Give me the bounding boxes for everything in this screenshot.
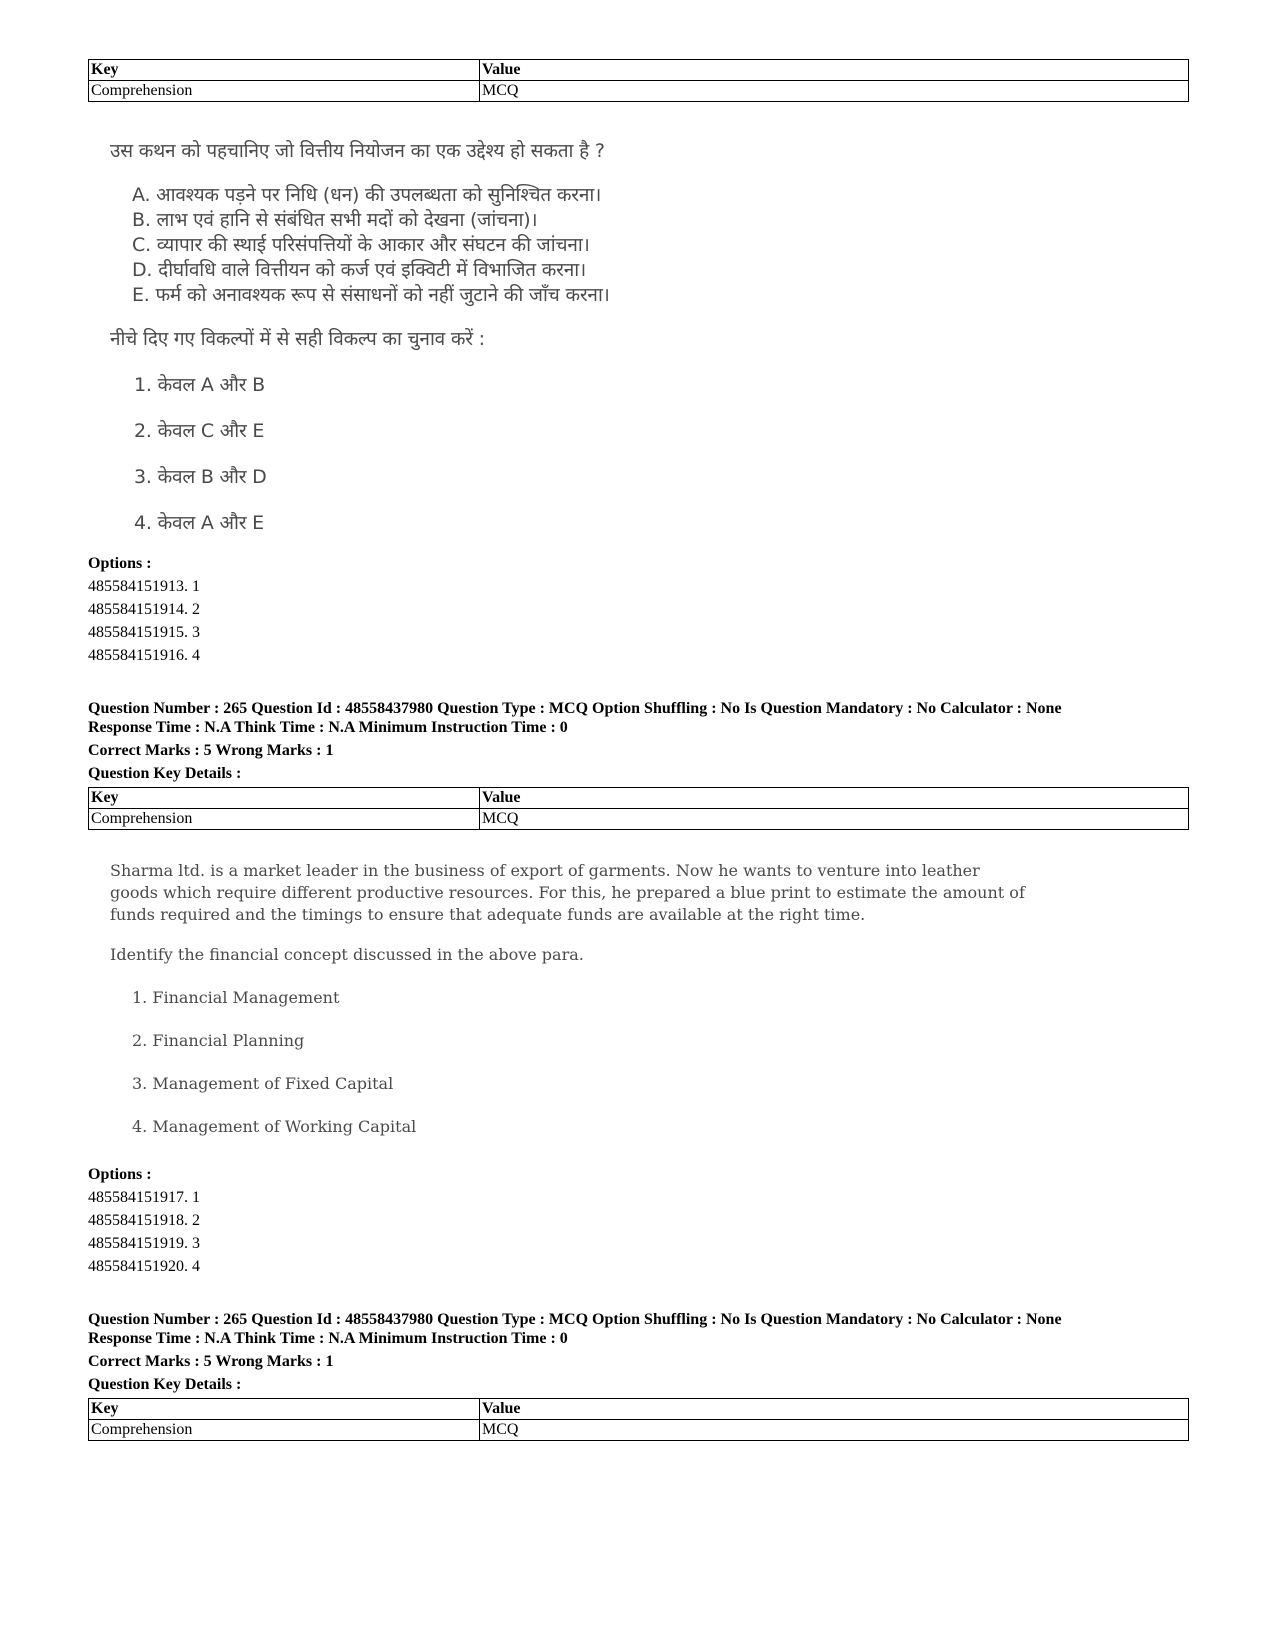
question-meta-line-2: Response Time : N.A Think Time : N.A Minimum Instruction Time : 0 [88, 1330, 568, 1347]
option-4: 485584151920. 4 [88, 1258, 200, 1275]
statement-b: B. लाभ एवं हानि से संबंधित सभी मदों को देखना (जांचना)। [132, 209, 538, 231]
option-3: 485584151919. 3 [88, 1235, 200, 1252]
option-2: 485584151914. 2 [88, 601, 200, 618]
question-meta-line-1: Question Number : 265 Question Id : 48558437980 Question Type : MCQ Option Shuffling : No Is Question Mandatory : No Calculator : None [88, 700, 1062, 717]
table-header-row [89, 788, 1189, 809]
key-cell: Comprehension [89, 809, 480, 830]
option-3: 485584151915. 3 [88, 624, 200, 641]
key-cell: Comprehension [89, 81, 480, 102]
choice-1: 1. Financial Management [132, 988, 340, 1007]
marks-line: Correct Marks : 5 Wrong Marks : 1 [88, 742, 334, 759]
key-value-table-1 [88, 59, 1189, 102]
question-meta-line-2: Response Time : N.A Think Time : N.A Minimum Instruction Time : 0 [88, 719, 568, 736]
question-1-stem: उस कथन को पहचानिए जो वित्तीय नियोजन का एक उद्देश्य हो सकता है ? [110, 140, 605, 162]
key-details-label: Question Key Details : [88, 1376, 242, 1393]
table-header-row [89, 60, 1189, 81]
key-details-label: Question Key Details : [88, 765, 242, 782]
question-meta-line-1: Question Number : 265 Question Id : 48558437980 Question Type : MCQ Option Shuffling : No Is Question Mandatory : No Calculator : None [88, 1311, 1062, 1328]
key-header: Key [89, 60, 480, 81]
table-row [89, 81, 1189, 102]
key-header: Key [89, 1399, 480, 1420]
value-header: Value [480, 1399, 1189, 1420]
options-label-2: Options : [88, 1166, 152, 1183]
value-cell: MCQ [480, 1420, 1189, 1441]
choice-3: 3. केवल B और D [134, 466, 267, 488]
table-row [89, 1420, 1189, 1441]
value-header: Value [480, 60, 1189, 81]
option-1: 485584151913. 1 [88, 578, 200, 595]
paragraph-line-1: Sharma ltd. is a market leader in the business of export of garments. Now he wants to venture into leather [110, 861, 980, 880]
option-1: 485584151917. 1 [88, 1189, 200, 1206]
statement-d: D. दीर्घावधि वाले वित्तीयन को कर्ज एवं इक्विटी में विभाजित करना। [132, 259, 587, 281]
table-row [89, 809, 1189, 830]
option-4: 485584151916. 4 [88, 647, 200, 664]
paragraph-line-2: goods which require different productive resources. For this, he prepared a blue print to estimate the amount of [110, 883, 1025, 902]
choice-1: 1. केवल A और B [134, 374, 265, 396]
option-2: 485584151918. 2 [88, 1212, 200, 1229]
question-2-prompt: Identify the financial concept discussed in the above para. [110, 945, 584, 964]
key-cell: Comprehension [89, 1420, 480, 1441]
key-value-table-3 [88, 1398, 1189, 1441]
statement-a: A. आवश्यक पड़ने पर निधि (धन) की उपलब्धता को सुनिश्चित करना। [132, 184, 602, 206]
value-cell: MCQ [480, 809, 1189, 830]
choice-4: 4. केवल A और E [134, 512, 264, 534]
paragraph-line-3: funds required and the timings to ensure that adequate funds are available at the right time. [110, 905, 866, 924]
value-cell: MCQ [480, 81, 1189, 102]
options-label-1: Options : [88, 555, 152, 572]
question-1-prompt: नीचे दिए गए विकल्पों में से सही विकल्प का चुनाव करें : [110, 328, 485, 350]
table-header-row [89, 1399, 1189, 1420]
statement-c: C. व्यापार की स्थाई परिसंपत्तियों के आकार और संघटन की जांचना। [132, 234, 590, 256]
key-header: Key [89, 788, 480, 809]
choice-4: 4. Management of Working Capital [132, 1117, 417, 1136]
statement-e: E. फर्म को अनावश्यक रूप से संसाधनों को नहीं जुटाने की जाँच करना। [132, 284, 610, 306]
choice-2: 2. Financial Planning [132, 1031, 305, 1050]
key-value-table-2 [88, 787, 1189, 830]
choice-3: 3. Management of Fixed Capital [132, 1074, 394, 1093]
choice-2: 2. केवल C और E [134, 420, 265, 442]
marks-line: Correct Marks : 5 Wrong Marks : 1 [88, 1353, 334, 1370]
value-header: Value [480, 788, 1189, 809]
